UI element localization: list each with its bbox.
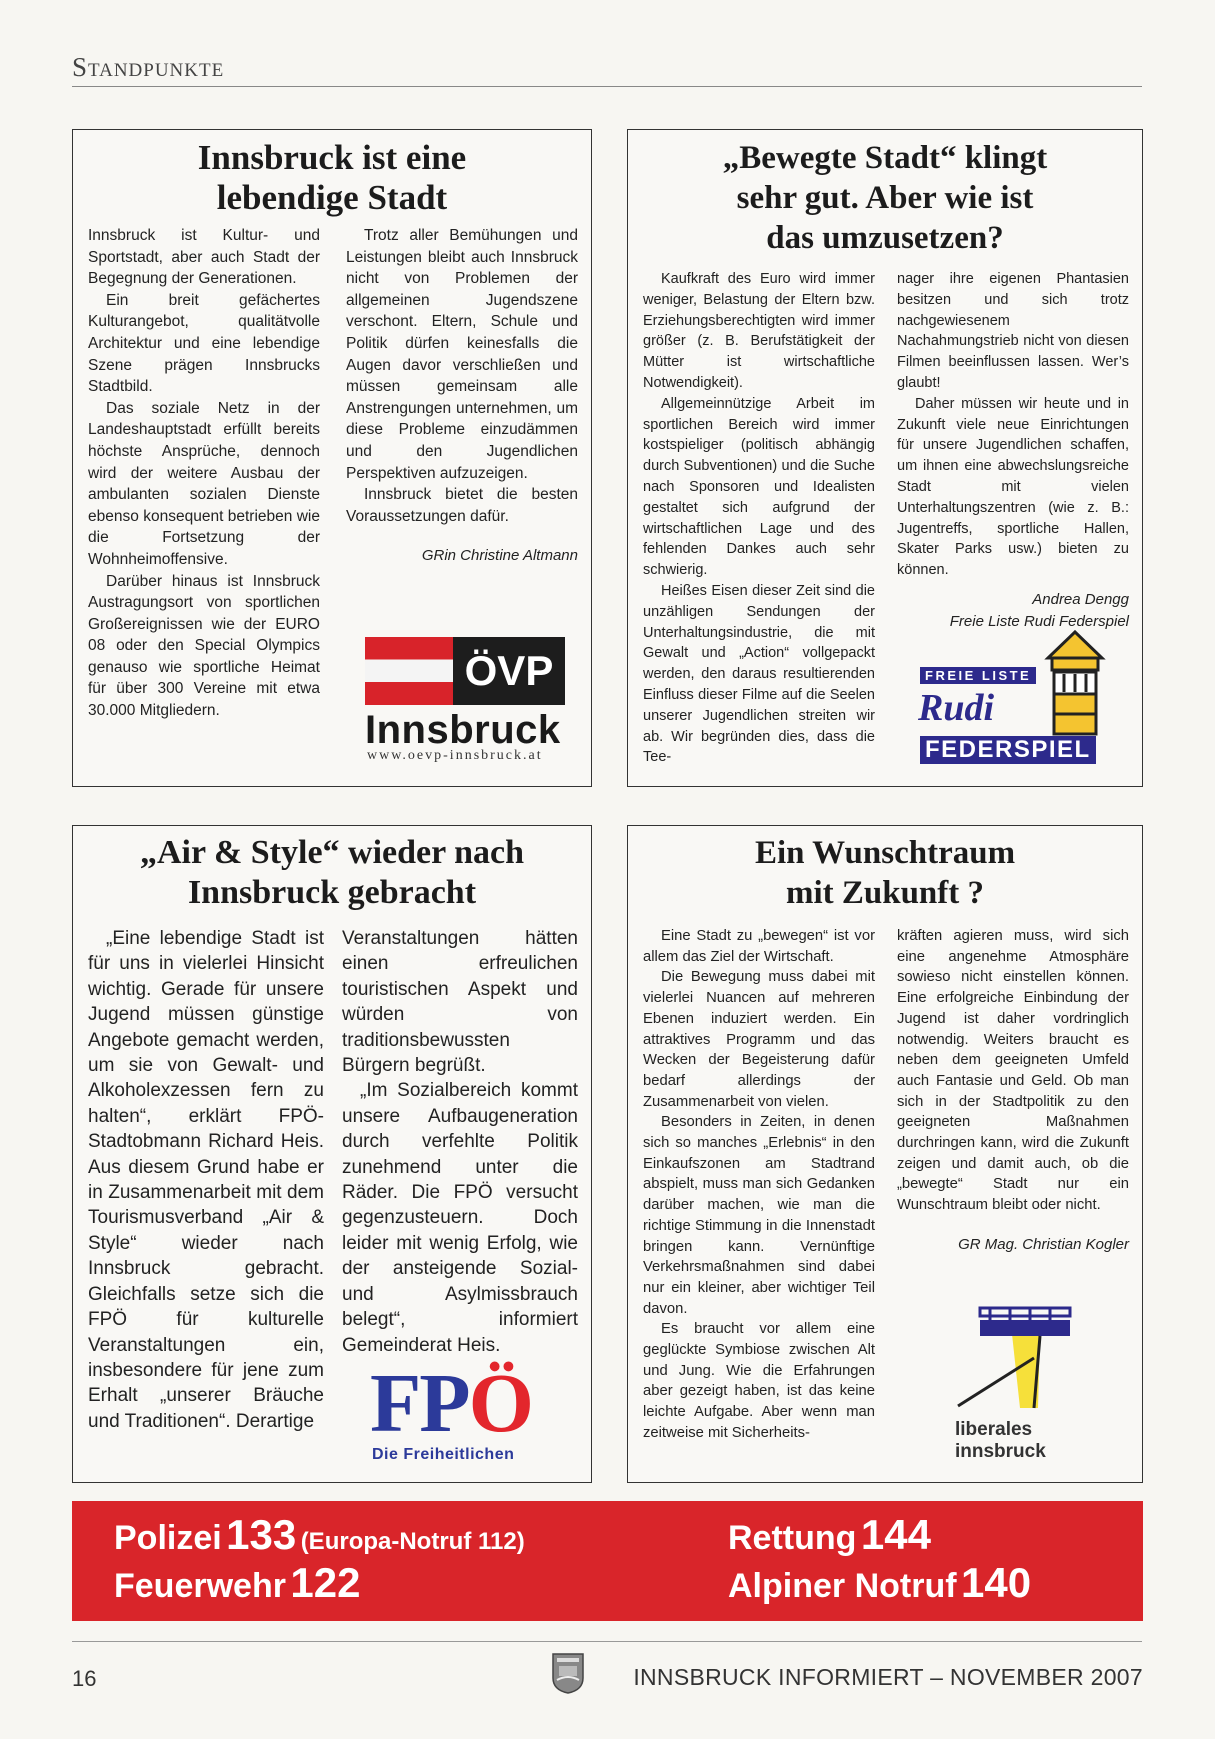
section-header: Standpunkte xyxy=(72,52,225,82)
article-signature: Andrea Dengg Freie Liste Rudi Federspiel xyxy=(949,590,1129,630)
article-column-2: nager ihre eigenen Phantasien besitzen und sich trotz nachgewiesenem Nachahmungstrieb nicht von diesen Filmen beeinflussen lassen. Wer’s glaubt! Daher müssen wir heute und in Zukunft viele neue Einrichtungen für unsere Jugendlichen schaffen, um ihnen eine abwechslungsreiche Stadt mit vielen Unterhaltungszentren (wie z. B.: Jugentreffs, sportliche Hallen, Skater Parks usw.) bieten zu können. Andrea Dengg Freie Liste Rudi Federspiel xyxy=(897,269,1129,768)
footer-rule xyxy=(72,1641,1142,1642)
freie-liste-name: FEDERSPIEL xyxy=(920,736,1096,764)
alpiner-notruf-number: Alpiner Notruf 140 xyxy=(728,1559,1032,1606)
fpoe-logo-sub: Die Freiheitlichen xyxy=(372,1446,515,1463)
city-crest-icon xyxy=(551,1652,585,1694)
rettung-number: Rettung 144 xyxy=(728,1511,931,1558)
article-headline: „Bewegte Stadt“ klingt sehr gut. Aber wie ist das umzusetzen? xyxy=(722,140,1048,256)
polizei-number: Polizei 133 (Europa-Notruf 112) xyxy=(114,1511,525,1558)
article-headline: Ein Wunschtraum mit Zukunft ? xyxy=(754,835,1016,911)
article-column-2: kräften agieren muss, wird sich eine angenehme Atmosphäre sowieso nicht einstellen können. Eine erfolgreiche Einbindung der Jugend ist daher vordringlich notwendig. Weiters braucht es neben dem geeigneten Umfeld auch Fantasie und Geld. Ob man sich in der Stadtpolitik zu den geeigneten Maßnahmen durchringen kann, wird die Zukunft zeigen und damit auch, ob die „bewegte“ Stadt nur ein Wunschtraum bleibt oder nicht. GR Mag. Christian Kogler xyxy=(897,926,1129,1444)
article-column-1: „Eine lebendige Stadt ist für uns in vielerlei Hinsicht wichtig. Gerade für unsere Jugend müssen günstige Angebote gemacht werden, um sie von Gewalt- und Alkoholexzessen fern zu halten“, erklärt FPÖ-Stadtobmann Richard Heis. Aus diesem Grund habe er in Zusammenarbeit mit dem Tourismusverband „Air & Style“ wieder nach Innsbruck gebracht. Gleichfalls setze sich die FPÖ für kulturelle Veranstaltungen ein, insbesondere für jene zum Erhalt „unserer Bräuche und Traditionen“. Derartige xyxy=(88,928,324,1432)
liberales-logo-text: liberales innsbruck xyxy=(955,1419,1046,1462)
page-number: 16 xyxy=(72,1666,97,1691)
oevp-logo-city: Innsbruck xyxy=(365,708,561,752)
article-headline: „Air & Style“ wieder nach Innsbruck gebracht xyxy=(139,834,525,911)
article-signature: GRin Christine Altmann xyxy=(421,547,578,565)
article-column-2: Trotz aller Bemühungen und Leistungen bleibt auch Innsbruck nicht von Problemen der allgemeinen Jugendszene verschont. Eltern, Schule und Politik dürfen keinesfalls die Augen davor verschließen und müssen gemeinsam alle Anstrengungen unternehmen, um diese Probleme einzudämmen und den Jugendlichen Perspektiven aufzuzeigen. Innsbruck bietet die besten Voraussetzungen dafür. GRin Christine Altmann xyxy=(346,225,578,722)
oevp-logo-url: www.oevp-innsbruck.at xyxy=(367,748,543,763)
house-icon xyxy=(1040,628,1110,738)
header-rule xyxy=(72,86,1142,87)
article-headline: Innsbruck ist eine lebendige Stadt xyxy=(197,138,467,217)
freie-liste-script: Rudi xyxy=(918,687,995,729)
feuerwehr-number: Feuerwehr 122 xyxy=(114,1559,361,1606)
footer-title: INNSBRUCK INFORMIERT – NOVEMBER 2007 xyxy=(633,1664,1143,1690)
oevp-logo: ÖVP xyxy=(365,637,565,705)
article-column-2: Veranstaltungen hätten einen erfreulichen touristischen Aspekt und würden von traditionsbewussten Bürgern begrüßt. „Im Sozialbereich kommt unsere Aufbaugeneration durch verfehlte Politik zunehmend unter die Räder. Die FPÖ versucht gegenzusteuern. Doch leider mit wenig Erfolg, wie der ansteigende Sozial- und Asylmissbrauch belegt“, informiert Gemeinderat Heis. xyxy=(342,928,578,1356)
article-signature: GR Mag. Christian Kogler xyxy=(958,1235,1129,1253)
article-column-1: Innsbruck ist Kultur- und Sportstadt, aber auch Stadt der Begegnung der Generationen. Ein breit gefächertes Kulturangebot, qualitätvolle Architektur und eine lebendige Szene prägen Innsbrucks Stadtbild. Das soziale Netz in der Landeshauptstadt erfüllt bereits höchste Ansprüche, dennoch wird der weitere Ausbau der ambulanten sozialen Dienste ebenso konsequent betrieben wie die Fortsetzung der Wohnheimoffensive. Darüber hinaus ist Innsbruck Austragungsort von sportlichen Großereignissen wie der EURO 08 oder den Special Olympics genauso wie sportliche Heimat für über 300 Vereine mit etwa 30.000 Mitgliedern. xyxy=(88,227,320,720)
article-column-1: Eine Stadt zu „bewegen“ ist vor allem das Ziel der Wirtschaft. Die Bewegung muss dabei mit vielerlei Nuancen auf mehreren Ebenen induziert werden. Ein attraktives Programm und das Wecken der Begeisterung dafür bedarf allerdings der Zusammenarbeit von vielen. Besonders in Zeiten, in denen sich so manches „Erlebnis“ in den Einkaufszonen am Stadtrand abspielt, muss man sich Gedanken darüber machen, wie man die richtige Stimmung in die Innenstadt bringen kann. Vernünftige Verkehrsmaßnahmen sind dabei nur ein kleiner, aber wichtiger Teil davon. Es braucht vor allem eine geglückte Symbiose zwischen Alt und Jung. Wie die Erfahrungen aber gezeigt haben, ist das keine leichte Aufgabe. Aber wenn man zeitweise mit Sicherheits- xyxy=(643,928,875,1441)
emergency-numbers-banner xyxy=(72,1501,1143,1621)
austria-flag-icon xyxy=(365,637,455,705)
fpoe-logo: FPÖ xyxy=(370,1357,532,1450)
article-column-1: Kaufkraft des Euro wird immer weniger, Belastung der Eltern bzw. Erziehungsberechtigten wird immer größer (z. B. Berufstätigkeit der Mütter ist wirtschaftliche Notwendigkeit). Allgemeinnützige Arbeit im sportlichen Bereich wird immer kostspieliger (politisch abhängig durch Subventionen) und die Suche nach Sponsoren und Idealisten gestaltet sich aufgrund der wirtschaftlichen Lage und des fehlenden Dankes auch sehr schwierig. Heißes Eisen dieser Zeit sind die unzähligen Sendungen der Unterhaltungsindustrie, die mit Gewalt und „Action“ vollgepackt werden, den daraus resultierenden Einfluss dieser Filme auf die Seelen unserer Jugendlichen streiten wir ab. Wir begründen dies, dass die Tee- xyxy=(643,271,875,766)
freie-liste-badge: FREIE LISTE xyxy=(920,667,1036,684)
tower-icon xyxy=(950,1298,1090,1418)
